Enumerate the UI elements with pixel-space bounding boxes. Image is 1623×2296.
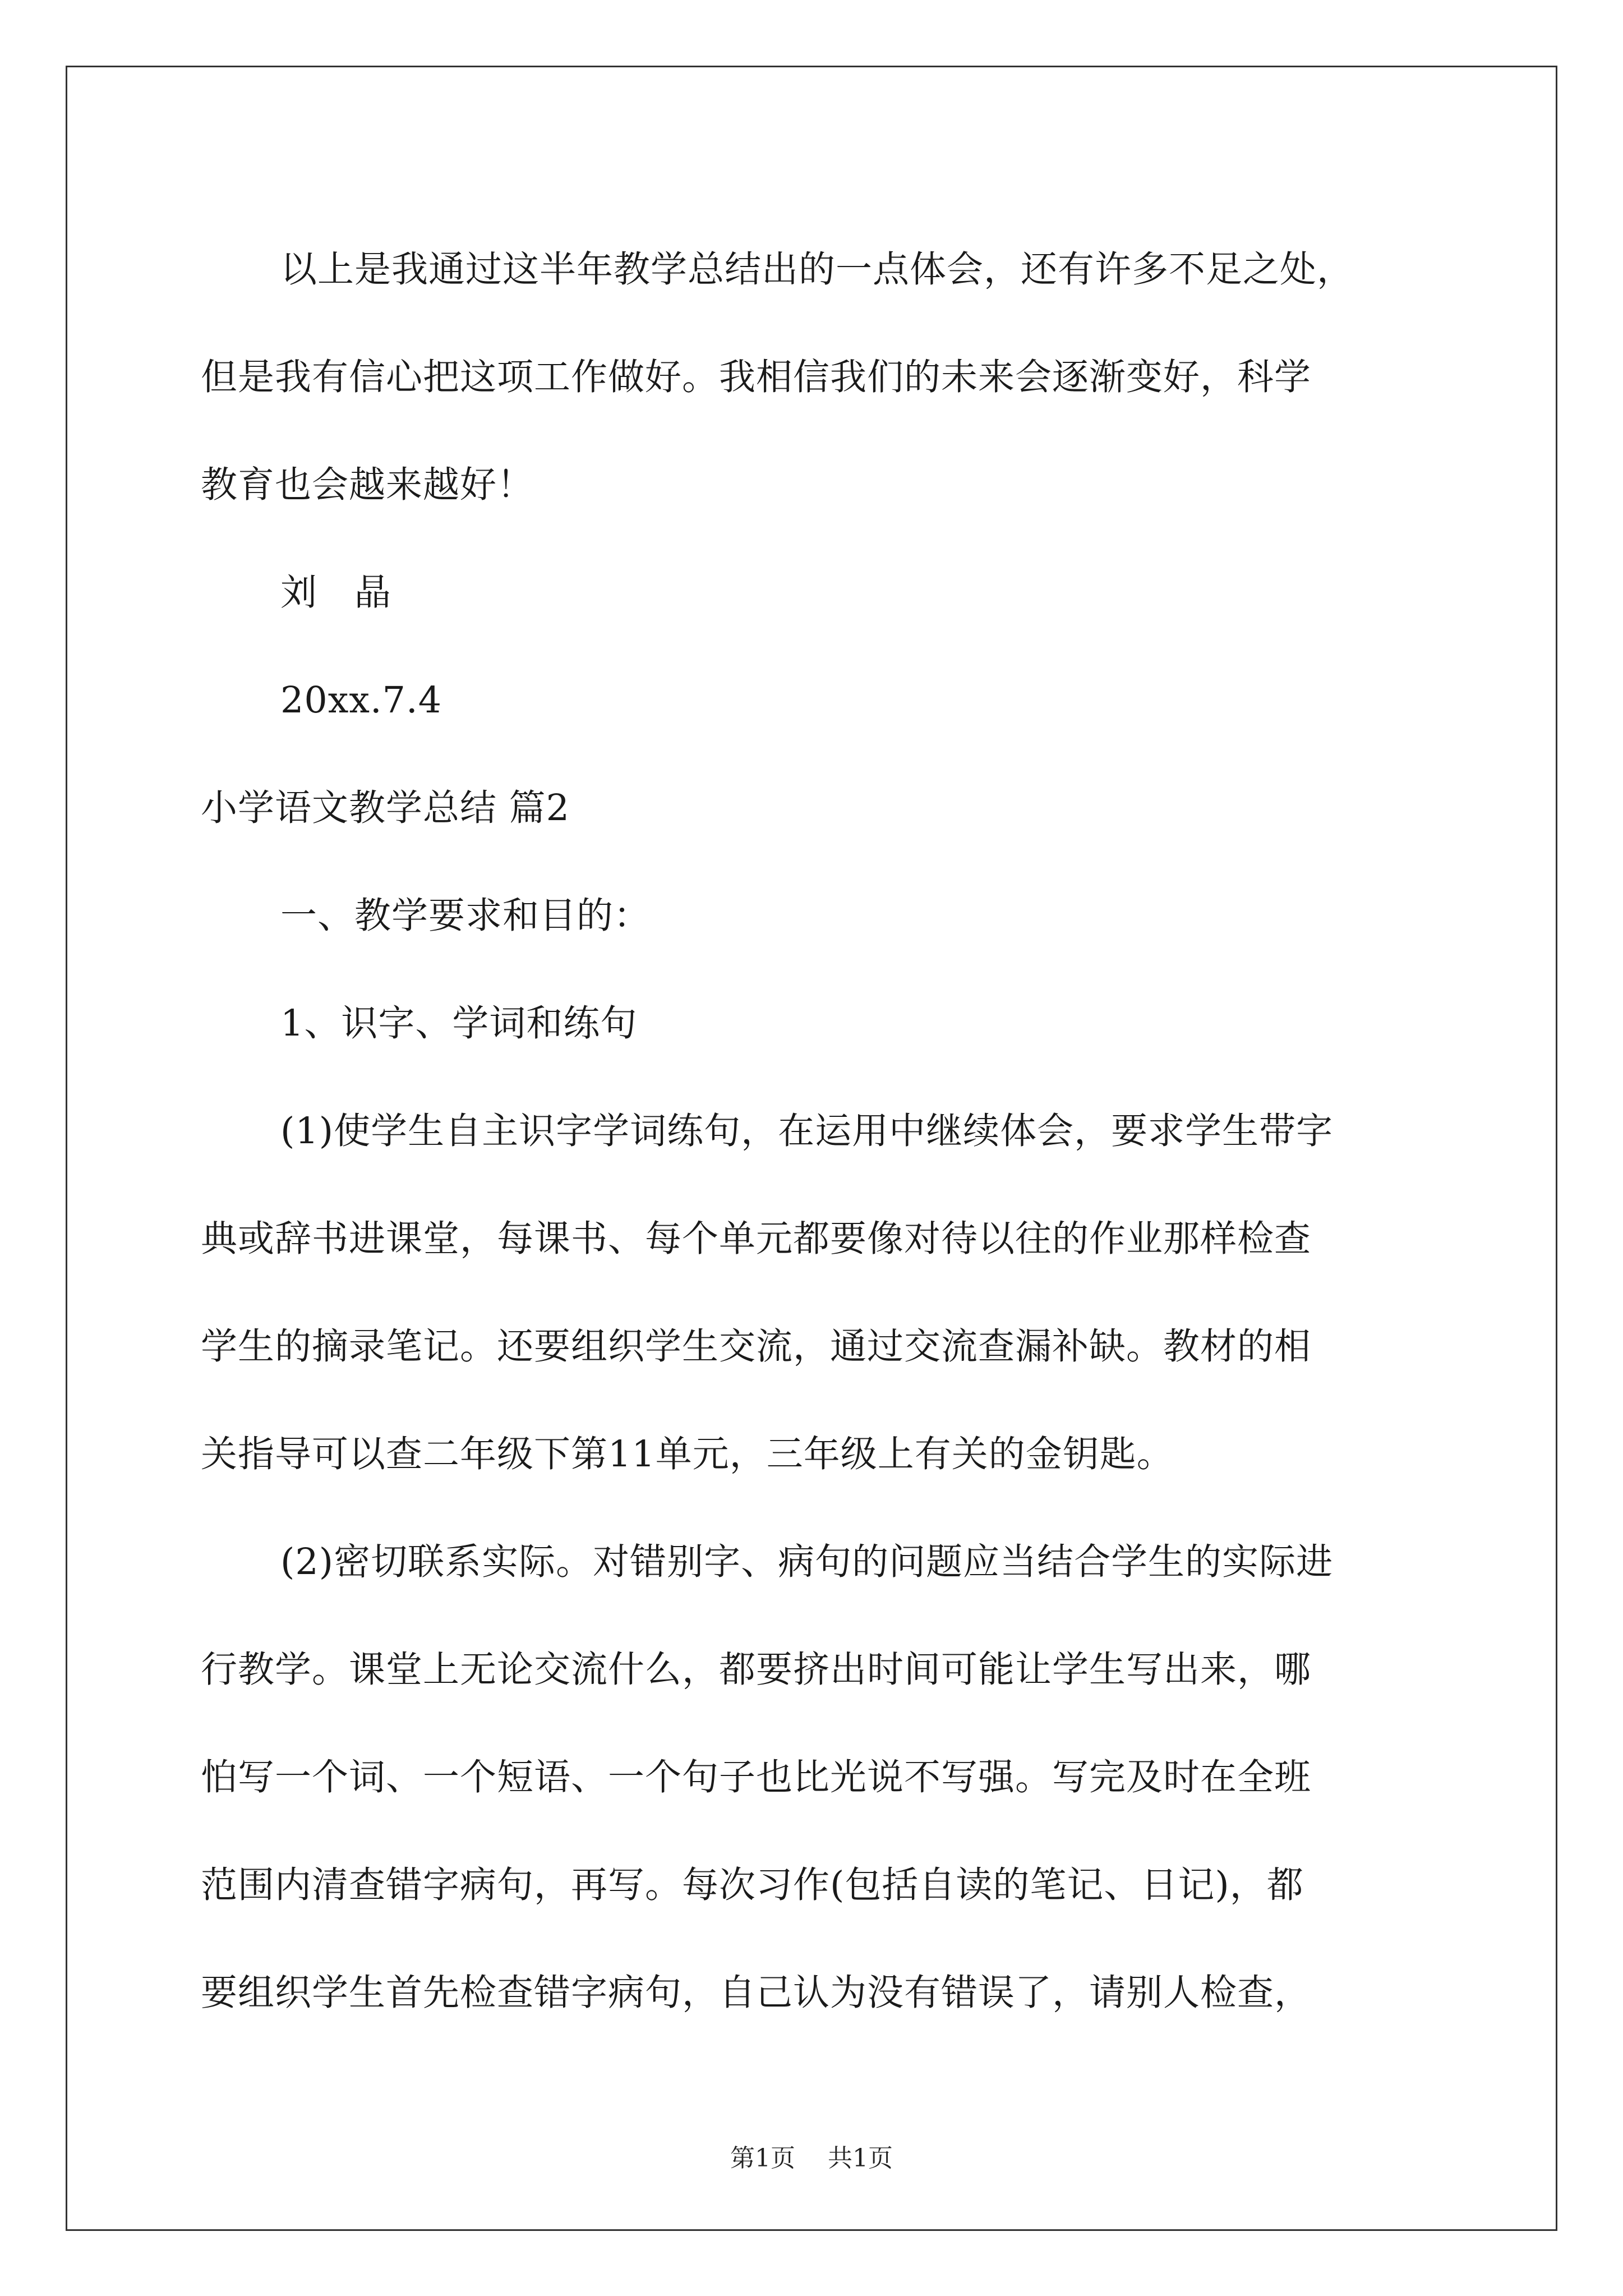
paragraph-line: 要组织学生首先检查错字病句，自己认为没有错误了，请别人检查， bbox=[201, 1972, 1312, 2014]
paragraph-line: 典或辞书进课堂，每课书、每个单元都要像对待以往的作业那样检查 bbox=[201, 1218, 1312, 1260]
paragraph-line: 怕写一个词、一个短语、一个句子也比光说不写强。写完及时在全班 bbox=[201, 1756, 1312, 1798]
paragraph-line: 学生的摘录笔记。还要组织学生交流，通过交流查漏补缺。教材的相 bbox=[201, 1326, 1312, 1368]
paragraph-line: 范围内清查错字病句，再写。每次习作(包括自读的笔记、日记)，都 bbox=[201, 1864, 1304, 1906]
page-number: 第1页 bbox=[730, 2144, 795, 2173]
page-footer bbox=[0, 2142, 1623, 2175]
subsection-heading: 1、识字、学词和练句 bbox=[280, 1002, 638, 1045]
paragraph-line: 教育也会越来越好！ bbox=[201, 464, 534, 506]
section-title: 小学语文教学总结 篇2 bbox=[201, 787, 570, 829]
author-name: 刘 晶 bbox=[280, 572, 392, 614]
paragraph-line: 关指导可以查二年级下第11单元，三年级上有关的金钥匙。 bbox=[201, 1433, 1174, 1475]
paragraph-line: 但是我有信心把这项工作做好。我相信我们的未来会逐渐变好，科学 bbox=[201, 356, 1312, 398]
paragraph-line: (1)使学生自主识字学词练句，在运用中继续体会，要求学生带字 bbox=[280, 1110, 1334, 1152]
document-date: 20xx.7.4 bbox=[280, 679, 442, 721]
paragraph-line: 以上是我通过这半年教学总结出的一点体会，还有许多不足之处， bbox=[280, 249, 1354, 291]
document-body bbox=[201, 216, 1435, 2047]
paragraph-line: (2)密切联系实际。对错别字、病句的问题应当结合学生的实际进 bbox=[280, 1541, 1334, 1583]
page-count: 共1页 bbox=[828, 2144, 893, 2173]
section-heading: 一、教学要求和目的： bbox=[280, 895, 651, 937]
paragraph-line: 行教学。课堂上无论交流什么，都要挤出时间可能让学生写出来，哪 bbox=[201, 1649, 1312, 1691]
